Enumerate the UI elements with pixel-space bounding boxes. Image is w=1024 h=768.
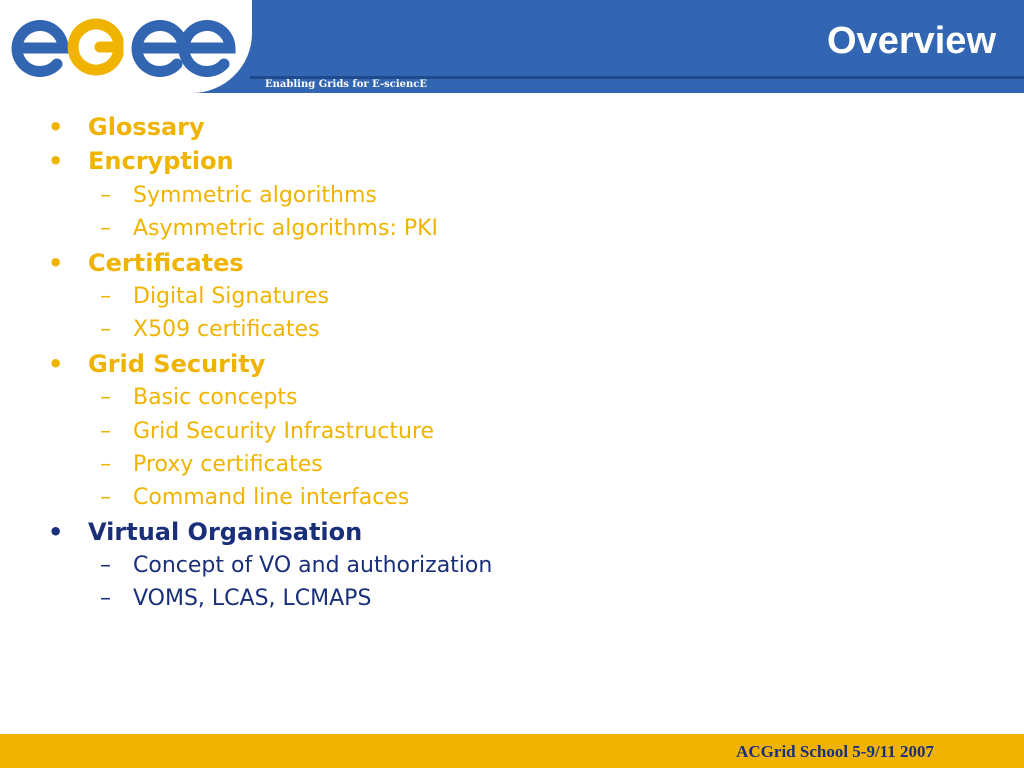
outline-item-text: Encryption [88, 147, 234, 176]
outline-item-text: Symmetric algorithms [133, 182, 377, 208]
outline-item-text: Asymmetric algorithms: PKI [133, 216, 439, 242]
outline-subitem [48, 415, 984, 448]
outline-subitem [48, 179, 984, 212]
outline-item [48, 347, 984, 381]
outline-item-text: Glossary [88, 113, 205, 141]
dash-marker: – [100, 451, 111, 477]
bullet-marker: • [48, 349, 64, 378]
outline-subitem [48, 582, 984, 615]
outline-subitem [48, 280, 984, 313]
dash-marker: – [100, 385, 111, 411]
dash-marker: – [100, 485, 111, 511]
outline-item-text: Grid Security Infrastructure [133, 418, 435, 444]
outline-item [48, 144, 984, 178]
outline-subitem [48, 549, 984, 582]
outline-subitem [48, 381, 984, 414]
outline-list [48, 110, 984, 616]
outline-item [48, 246, 984, 280]
logo-panel [0, 0, 252, 93]
outline-item-text: Concept of VO and authorization [133, 553, 493, 579]
outline-subitem [48, 212, 984, 245]
dash-marker: – [100, 283, 111, 309]
dash-marker: – [100, 216, 111, 242]
dash-marker: – [100, 553, 111, 579]
outline-item [48, 515, 984, 549]
outline-item-text: Grid Security [88, 349, 266, 378]
dash-marker: – [100, 586, 111, 612]
outline-item-text: Proxy certificates [133, 451, 323, 477]
slide-subtitle: Enabling Grids for E-sciencE [265, 79, 427, 90]
bullet-marker: • [48, 113, 64, 141]
footer-text: ACGrid School 5-9/11 2007 [736, 742, 934, 761]
dash-marker: – [100, 317, 111, 343]
outline-subitem [48, 481, 984, 514]
outline-item-text: Command line interfaces [133, 485, 410, 511]
outline-subitem [48, 448, 984, 481]
outline-item-text: Certificates [88, 248, 244, 277]
dash-marker: – [100, 418, 111, 444]
dash-marker: – [100, 182, 111, 208]
outline-item-text: Virtual Organisation [88, 517, 363, 546]
outline-item [48, 110, 984, 144]
outline-item-text: Digital Signatures [133, 283, 329, 309]
outline-item-text: Basic concepts [133, 385, 298, 411]
outline-item-text: X509 certificates [133, 317, 320, 343]
egee-logo [10, 14, 238, 80]
bullet-marker: • [48, 517, 64, 546]
bullet-marker: • [48, 248, 64, 277]
outline-item-text: VOMS, LCAS, LCMAPS [133, 586, 372, 612]
slide-title: Overview [827, 20, 996, 62]
outline-subitem [48, 313, 984, 346]
bullet-marker: • [48, 147, 64, 176]
